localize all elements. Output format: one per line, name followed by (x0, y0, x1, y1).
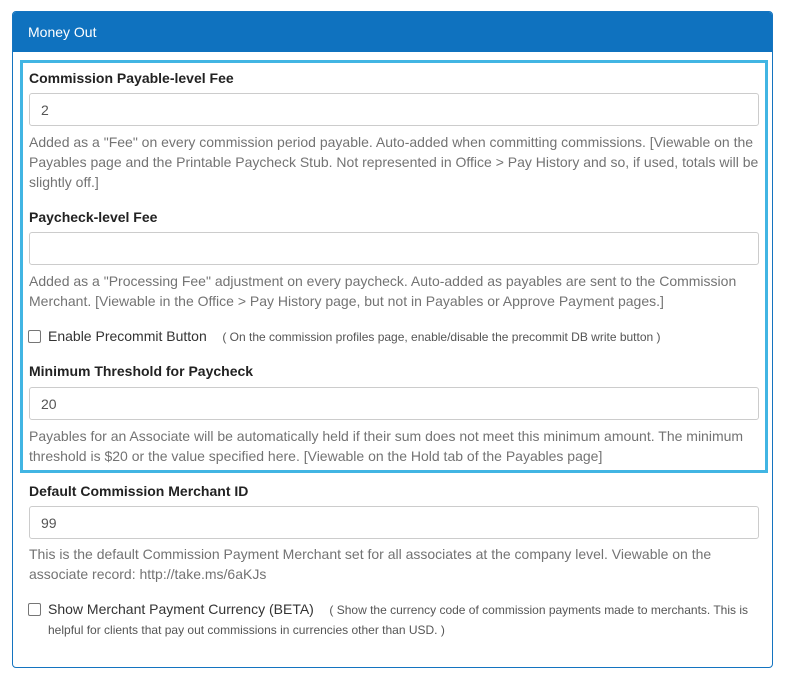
currency-label[interactable] (48, 601, 748, 617)
precommit-label[interactable] (48, 328, 661, 344)
panel-heading (13, 12, 772, 52)
merchant-id-label: Default Commission Merchant ID (29, 483, 249, 499)
min-threshold-help: Payables for an Associate will be automatically held if their sum does not meet this minimum amount. The minimum threshold is $20 or the value specified here. [Viewable on the Hold tab of the Payables page] (29, 428, 744, 464)
currency-checkbox[interactable] (28, 603, 41, 616)
merchant-id-input[interactable] (29, 506, 759, 539)
panel-title: Money Out (28, 24, 97, 40)
min-threshold-input[interactable] (29, 387, 759, 420)
currency-note: ( Show the currency code of commission payments made to merchants. This is (329, 603, 749, 617)
currency-note-continued: helpful for clients that pay out commissions in currencies other than USD. ) (48, 623, 445, 637)
commission-fee-input[interactable] (29, 93, 759, 126)
merchant-id-help: This is the default Commission Payment Merchant set for all associates at the company level. Viewable on the associate record: http://take.ms/6aKJs (29, 546, 712, 582)
precommit-note: ( On the commission profiles page, enable/disable the precommit DB write button ) (222, 330, 661, 344)
precommit-checkbox[interactable] (28, 330, 41, 343)
commission-fee-help: Added as a "Fee" on every commission period payable. Auto-added when committing commissions. [Viewable on the Payables page and the Printable Paycheck Stub. Not represented in Office > Pay History and so, if used, totals will be slightly off.] (29, 134, 759, 190)
paycheck-fee-help: Added as a "Processing Fee" adjustment on every paycheck. Auto-added as payables are sent to the Commission Merchant. [Viewable in the Office > Pay History page, but not in Payables or Approve Payment pages.] (29, 273, 737, 309)
currency-label-text: Show Merchant Payment Currency (BETA) (48, 601, 314, 617)
paycheck-fee-input[interactable] (29, 232, 759, 265)
min-threshold-label: Minimum Threshold for Paycheck (29, 363, 254, 379)
commission-fee-label: Commission Payable-level Fee (29, 70, 234, 86)
paycheck-fee-label: Paycheck-level Fee (29, 209, 158, 225)
precommit-label-text: Enable Precommit Button (48, 328, 207, 344)
